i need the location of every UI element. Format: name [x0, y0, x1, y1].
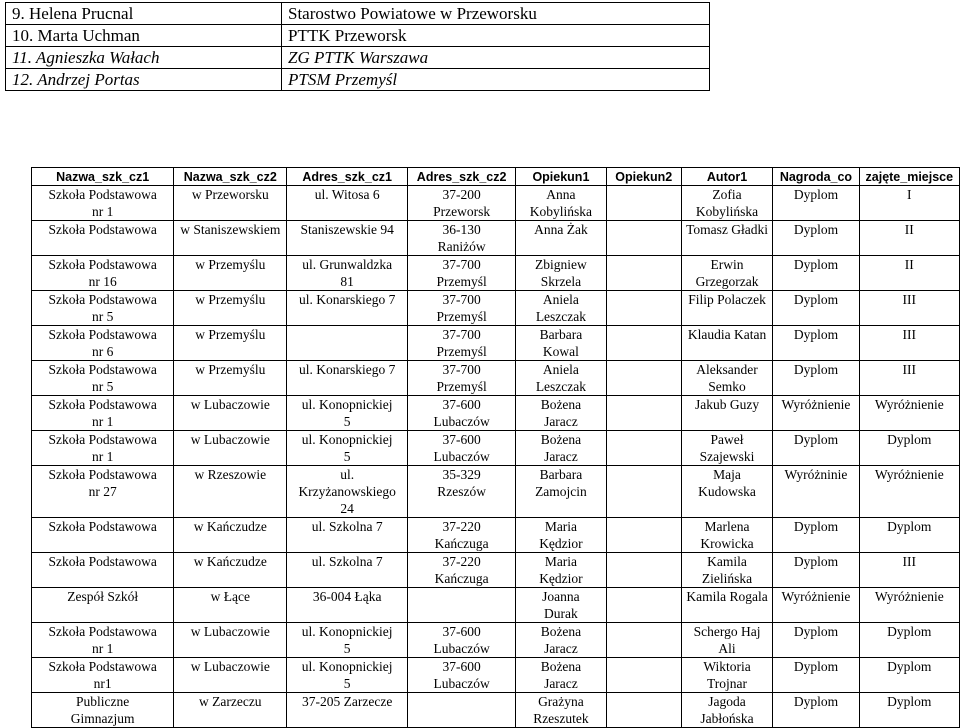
place-cell: II	[859, 256, 959, 291]
address-cell: ul. Konarskiego 7	[287, 361, 408, 396]
school-location-cell: w Przemyślu	[174, 291, 287, 326]
organizer-person: 10. Marta Uchman	[6, 25, 282, 47]
school-name-cell: Zespół Szkół	[32, 588, 174, 623]
place-cell: Wyróżnienie	[859, 466, 959, 518]
address-cell: ul. Konopnickiej 5	[287, 623, 408, 658]
table-row	[32, 466, 960, 518]
postal-cell: 37-700 Przemyśl	[408, 326, 516, 361]
organizer-person: 11. Agnieszka Wałach	[6, 47, 282, 69]
organizers-table-body	[6, 3, 710, 91]
address-cell: 36-004 Łąka	[287, 588, 408, 623]
author-cell: Klaudia Katan	[681, 326, 773, 361]
guardian2-cell	[606, 291, 681, 326]
author-cell: Maja Kudowska	[681, 466, 773, 518]
guardian1-cell: Grażyna Rzeszutek	[516, 693, 607, 728]
results-table-body	[32, 186, 960, 728]
award-cell: Dyplom	[773, 518, 859, 553]
school-location-cell: w Przemyślu	[174, 326, 287, 361]
school-location-cell: w Lubaczowie	[174, 623, 287, 658]
author-cell: Jagoda Jabłońska	[681, 693, 773, 728]
table-row	[32, 588, 960, 623]
author-cell: Tomasz Gładki	[681, 221, 773, 256]
guardian1-cell: Maria Kędzior	[516, 518, 607, 553]
school-location-cell: w Przemyślu	[174, 361, 287, 396]
place-cell: III	[859, 361, 959, 396]
place-cell: Dyplom	[859, 658, 959, 693]
school-location-cell: w Kańczudze	[174, 553, 287, 588]
column-header: Adres_szk_cz2	[408, 168, 516, 186]
organizer-institution: PTTK Przeworsk	[282, 25, 710, 47]
school-location-cell: w Staniszewskiem	[174, 221, 287, 256]
results-table	[31, 167, 960, 728]
column-header: Nazwa_szk_cz1	[32, 168, 174, 186]
award-cell: Dyplom	[773, 553, 859, 588]
school-name-cell: Szkoła Podstawowa nr 1	[32, 186, 174, 221]
guardian1-cell: Zbigniew Skrzela	[516, 256, 607, 291]
guardian1-cell: Aniela Leszczak	[516, 291, 607, 326]
postal-cell: 37-700 Przemyśl	[408, 256, 516, 291]
table-row	[32, 186, 960, 221]
header-row	[32, 168, 960, 186]
school-name-cell: Szkoła Podstawowa	[32, 518, 174, 553]
guardian2-cell	[606, 326, 681, 361]
place-cell: III	[859, 291, 959, 326]
school-name-cell: Szkoła Podstawowa nr 6	[32, 326, 174, 361]
table-row	[32, 221, 960, 256]
table-row	[32, 553, 960, 588]
organizer-institution: ZG PTTK Warszawa	[282, 47, 710, 69]
school-location-cell: w Przeworsku	[174, 186, 287, 221]
place-cell: III	[859, 326, 959, 361]
guardian1-cell: Barbara Zamojcin	[516, 466, 607, 518]
guardian1-cell: Bożena Jaracz	[516, 396, 607, 431]
school-name-cell: Szkoła Podstawowa nr 1	[32, 431, 174, 466]
column-header: Adres_szk_cz1	[287, 168, 408, 186]
guardian1-cell: Barbara Kowal	[516, 326, 607, 361]
award-cell: Dyplom	[773, 221, 859, 256]
organizer-row	[6, 47, 710, 69]
guardian1-cell: Anna Żak	[516, 221, 607, 256]
school-name-cell: Publiczne Gimnazjum	[32, 693, 174, 728]
column-header: Nagroda_co	[773, 168, 859, 186]
postal-cell: 37-200 Przeworsk	[408, 186, 516, 221]
award-cell: Wyróżnienie	[773, 396, 859, 431]
column-header: zajęte_miejsce	[859, 168, 959, 186]
table-row	[32, 658, 960, 693]
organizer-institution: Starostwo Powiatowe w Przeworsku	[282, 3, 710, 25]
award-cell: Dyplom	[773, 361, 859, 396]
postal-cell: 37-600 Lubaczów	[408, 623, 516, 658]
address-cell: ul. Konopnickiej 5	[287, 431, 408, 466]
table-row	[32, 623, 960, 658]
guardian1-cell: Bożena Jaracz	[516, 658, 607, 693]
guardian1-cell: Bożena Jaracz	[516, 431, 607, 466]
column-header: Autor1	[681, 168, 773, 186]
award-cell: Dyplom	[773, 186, 859, 221]
place-cell: Wyróżnienie	[859, 396, 959, 431]
school-name-cell: Szkoła Podstawowa nr 16	[32, 256, 174, 291]
postal-cell: 37-600 Lubaczów	[408, 396, 516, 431]
guardian1-cell: Bożena Jaracz	[516, 623, 607, 658]
award-cell: Dyplom	[773, 658, 859, 693]
guardian1-cell: Anna Kobylińska	[516, 186, 607, 221]
guardian1-cell: Joanna Durak	[516, 588, 607, 623]
author-cell: Aleksander Semko	[681, 361, 773, 396]
postal-cell: 37-600 Lubaczów	[408, 658, 516, 693]
school-name-cell: Szkoła Podstawowa nr 1	[32, 623, 174, 658]
award-cell: Dyplom	[773, 623, 859, 658]
organizer-institution: PTSM Przemyśl	[282, 69, 710, 91]
guardian2-cell	[606, 588, 681, 623]
postal-cell: 37-220 Kańczuga	[408, 518, 516, 553]
author-cell: Erwin Grzegorzak	[681, 256, 773, 291]
organizer-person: 9. Helena Prucnal	[6, 3, 282, 25]
author-cell: Jakub Guzy	[681, 396, 773, 431]
school-name-cell: Szkoła Podstawowa nr 27	[32, 466, 174, 518]
organizer-row	[6, 3, 710, 25]
address-cell: ul. Szkolna 7	[287, 518, 408, 553]
school-name-cell: Szkoła Podstawowa nr 1	[32, 396, 174, 431]
postal-cell: 36-130 Raniżów	[408, 221, 516, 256]
address-cell: 37-205 Zarzecze	[287, 693, 408, 728]
table-row	[32, 326, 960, 361]
place-cell: I	[859, 186, 959, 221]
school-name-cell: Szkoła Podstawowa nr1	[32, 658, 174, 693]
guardian2-cell	[606, 658, 681, 693]
school-location-cell: w Łące	[174, 588, 287, 623]
author-cell: Schergo Haj Ali	[681, 623, 773, 658]
guardian2-cell	[606, 186, 681, 221]
organizers-table	[5, 2, 710, 91]
column-header: Nazwa_szk_cz2	[174, 168, 287, 186]
school-location-cell: w Lubaczowie	[174, 658, 287, 693]
address-cell: Staniszewskie 94	[287, 221, 408, 256]
guardian1-cell: Aniela Leszczak	[516, 361, 607, 396]
address-cell: ul. Konopnickiej 5	[287, 396, 408, 431]
organizer-row	[6, 69, 710, 91]
guardian2-cell	[606, 256, 681, 291]
author-cell: Paweł Szajewski	[681, 431, 773, 466]
table-row	[32, 518, 960, 553]
author-cell: Wiktoria Trojnar	[681, 658, 773, 693]
award-cell: Dyplom	[773, 291, 859, 326]
guardian2-cell	[606, 396, 681, 431]
author-cell: Marlena Krowicka	[681, 518, 773, 553]
table-row	[32, 396, 960, 431]
award-cell: Dyplom	[773, 693, 859, 728]
organizer-person: 12. Andrzej Portas	[6, 69, 282, 91]
author-cell: Zofia Kobylińska	[681, 186, 773, 221]
award-cell: Wyróżninie	[773, 466, 859, 518]
award-cell: Dyplom	[773, 326, 859, 361]
address-cell: ul. Krzyżanowskiego 24	[287, 466, 408, 518]
organizer-row	[6, 25, 710, 47]
postal-cell: 37-700 Przemyśl	[408, 361, 516, 396]
column-header: Opiekun2	[606, 168, 681, 186]
postal-cell: 37-700 Przemyśl	[408, 291, 516, 326]
guardian2-cell	[606, 466, 681, 518]
school-name-cell: Szkoła Podstawowa nr 5	[32, 291, 174, 326]
guardian2-cell	[606, 623, 681, 658]
table-row	[32, 291, 960, 326]
place-cell: II	[859, 221, 959, 256]
guardian2-cell	[606, 431, 681, 466]
postal-cell: 37-220 Kańczuga	[408, 553, 516, 588]
address-cell	[287, 326, 408, 361]
guardian2-cell	[606, 361, 681, 396]
school-name-cell: Szkoła Podstawowa	[32, 553, 174, 588]
postal-cell: 35-329 Rzeszów	[408, 466, 516, 518]
table-row	[32, 256, 960, 291]
guardian1-cell: Maria Kędzior	[516, 553, 607, 588]
place-cell: III	[859, 553, 959, 588]
place-cell: Dyplom	[859, 431, 959, 466]
place-cell: Dyplom	[859, 623, 959, 658]
place-cell: Wyróżnienie	[859, 588, 959, 623]
school-location-cell: w Lubaczowie	[174, 431, 287, 466]
guardian2-cell	[606, 693, 681, 728]
postal-cell: 37-600 Lubaczów	[408, 431, 516, 466]
address-cell: ul. Konarskiego 7	[287, 291, 408, 326]
guardian2-cell	[606, 518, 681, 553]
results-table-header	[32, 168, 960, 186]
award-cell: Dyplom	[773, 431, 859, 466]
table-row	[32, 361, 960, 396]
school-location-cell: w Lubaczowie	[174, 396, 287, 431]
award-cell: Dyplom	[773, 256, 859, 291]
school-location-cell: w Zarzeczu	[174, 693, 287, 728]
table-row	[32, 693, 960, 728]
column-header: Opiekun1	[516, 168, 607, 186]
guardian2-cell	[606, 221, 681, 256]
author-cell: Kamila Zielińska	[681, 553, 773, 588]
address-cell: ul. Konopnickiej 5	[287, 658, 408, 693]
address-cell: ul. Witosa 6	[287, 186, 408, 221]
school-location-cell: w Przemyślu	[174, 256, 287, 291]
place-cell: Dyplom	[859, 693, 959, 728]
guardian2-cell	[606, 553, 681, 588]
address-cell: ul. Szkolna 7	[287, 553, 408, 588]
author-cell: Filip Polaczek	[681, 291, 773, 326]
school-name-cell: Szkoła Podstawowa	[32, 221, 174, 256]
address-cell: ul. Grunwaldzka 81	[287, 256, 408, 291]
school-name-cell: Szkoła Podstawowa nr 5	[32, 361, 174, 396]
award-cell: Wyróżnienie	[773, 588, 859, 623]
school-location-cell: w Kańczudze	[174, 518, 287, 553]
place-cell: Dyplom	[859, 518, 959, 553]
school-location-cell: w Rzeszowie	[174, 466, 287, 518]
author-cell: Kamila Rogala	[681, 588, 773, 623]
postal-cell	[408, 588, 516, 623]
postal-cell	[408, 693, 516, 728]
table-row	[32, 431, 960, 466]
